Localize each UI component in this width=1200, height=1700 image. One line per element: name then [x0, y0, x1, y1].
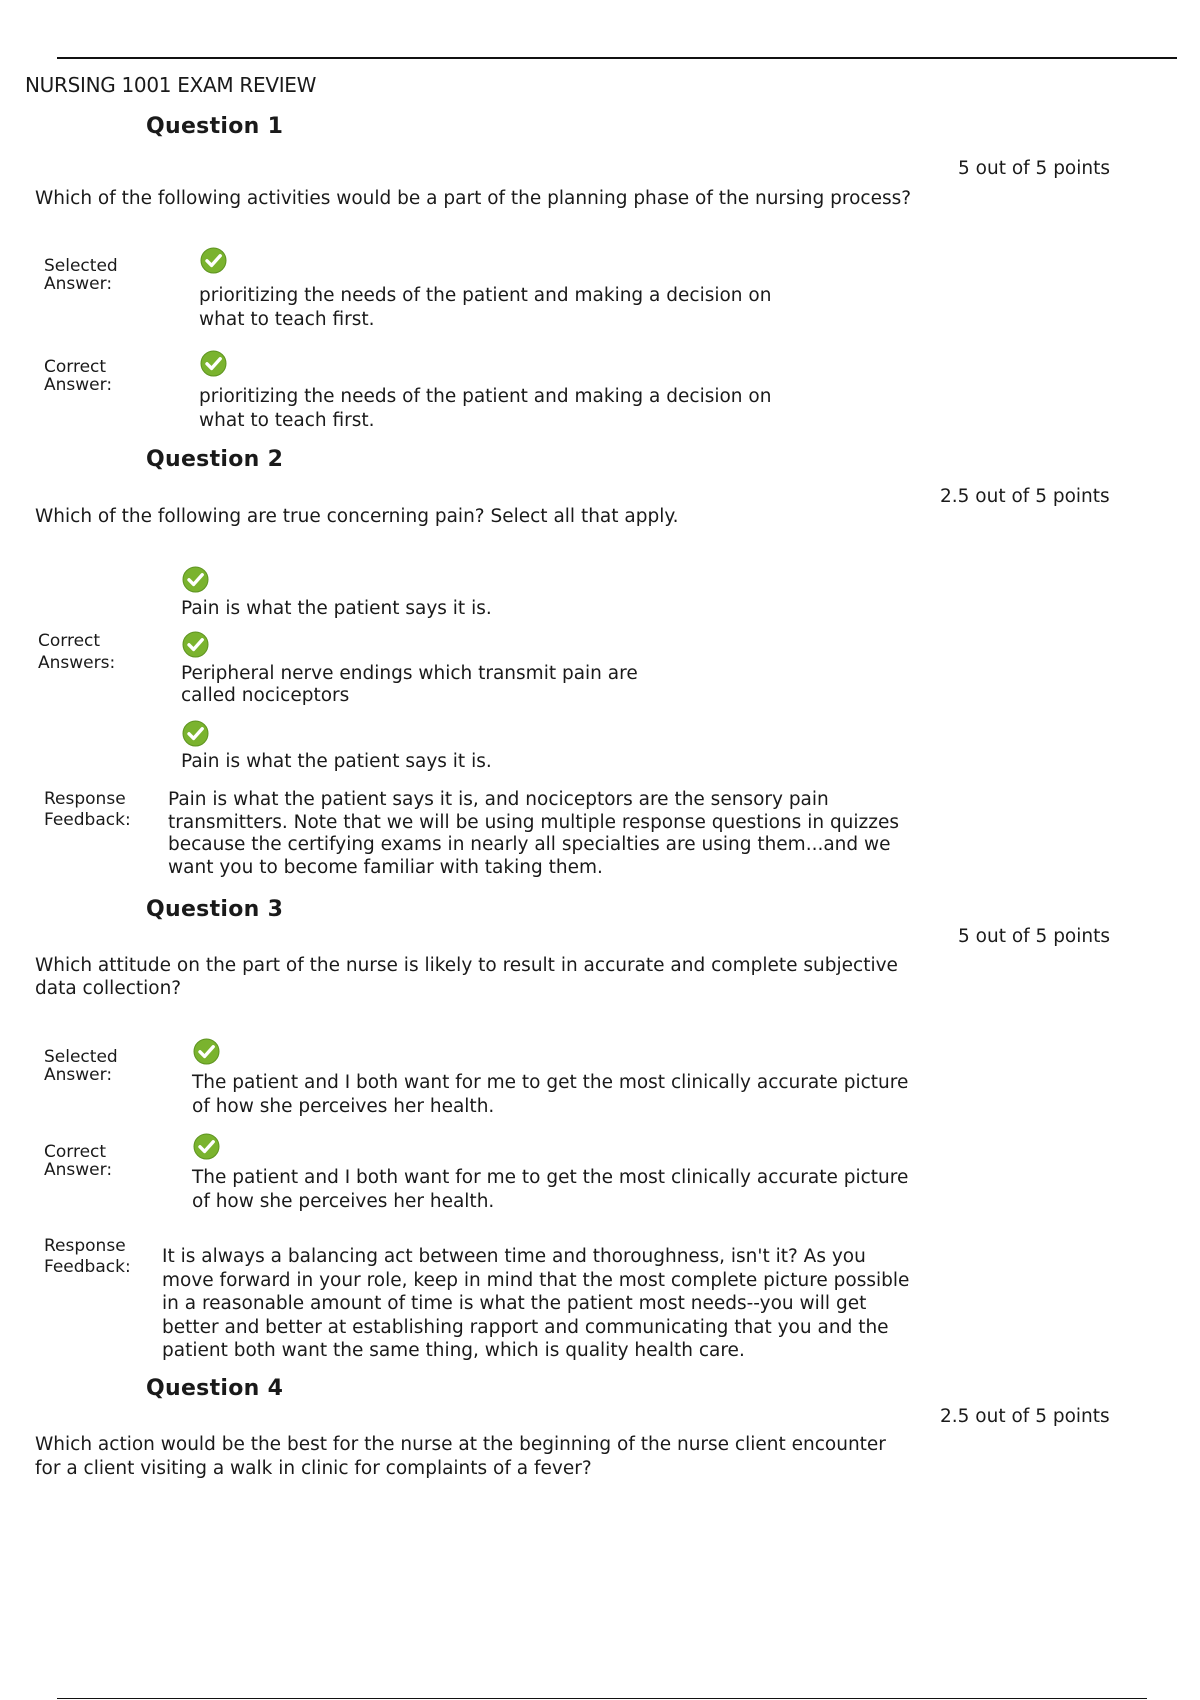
question-2-correct-answer-1: Pain is what the patient says it is.	[181, 598, 492, 619]
question-4-points: 2.5 out of 5 points	[940, 1406, 1110, 1427]
question-3-selected-label: Selected Answer:	[44, 1047, 118, 1085]
question-1-heading: Question 1	[146, 114, 284, 139]
question-4-text: Which action would be the best for the nurse at the beginning of the nurse client encounter for a client visiting a walk in clinic for complaints of a fever?	[35, 1434, 886, 1479]
question-3-correct-answer: The patient and I both want for me to get the most clinically accurate picture of how she perceives her health.	[192, 1167, 909, 1212]
check-circle-icon	[182, 720, 209, 747]
question-2-correct-label: Correct Answers:	[38, 631, 116, 673]
question-3-points: 5 out of 5 points	[958, 926, 1111, 947]
check-circle-icon	[182, 566, 209, 593]
question-3-feedback-label: Response Feedback:	[44, 1236, 131, 1277]
question-1-points: 5 out of 5 points	[958, 158, 1111, 179]
question-4-heading: Question 4	[146, 1376, 284, 1401]
question-3-feedback: It is always a balancing act between time and thoroughness, isn't it? As you move forward in your role, keep in mind that the most complete picture possible in a reasonable amount of time is what the patient most needs--you will get better and better at establishing rapport and communicating that you and the patient both want the same thing, which is quality health care.	[162, 1246, 910, 1361]
question-1-correct-label: Correct Answer:	[44, 357, 113, 395]
question-3-correct-label: Correct Answer:	[44, 1142, 113, 1180]
check-circle-icon	[193, 1133, 220, 1160]
check-circle-icon	[200, 350, 227, 377]
question-1-correct-answer: prioritizing the needs of the patient and making a decision on what to teach first.	[199, 386, 772, 431]
check-circle-icon	[193, 1038, 220, 1065]
question-3-text: Which attitude on the part of the nurse is likely to result in accurate and complete subjective data collection?	[35, 955, 898, 999]
question-2-feedback-label: Response Feedback:	[44, 789, 131, 830]
question-1-selected-label: Selected Answer:	[44, 256, 118, 294]
question-2-points: 2.5 out of 5 points	[940, 486, 1110, 507]
question-3-selected-answer: The patient and I both want for me to get the most clinically accurate picture of how she perceives her health.	[192, 1072, 909, 1117]
question-1-selected-answer: prioritizing the needs of the patient and making a decision on what to teach first.	[199, 285, 772, 330]
document-title: NURSING 1001 EXAM REVIEW	[25, 73, 317, 97]
question-2-correct-answer-3: Pain is what the patient says it is.	[181, 751, 492, 772]
question-3-heading: Question 3	[146, 897, 284, 922]
question-2-text: Which of the following are true concerning pain? Select all that apply.	[35, 506, 679, 527]
question-2-heading: Question 2	[146, 447, 284, 472]
question-2-feedback: Pain is what the patient says it is, and nociceptors are the sensory pain transmitters. Note that we will be using multiple response questions in quizzes because the certifying exams in nearly all specialties are using them...and we want you to become familiar with taking them.	[168, 789, 899, 878]
bottom-rule	[57, 1698, 1147, 1699]
question-1-text: Which of the following activities would be a part of the planning phase of the nursing process?	[35, 188, 912, 209]
top-rule	[57, 57, 1177, 59]
check-circle-icon	[200, 247, 227, 274]
question-2-correct-answer-2: Peripheral nerve endings which transmit pain are called nociceptors	[181, 663, 638, 706]
check-circle-icon	[182, 631, 209, 658]
